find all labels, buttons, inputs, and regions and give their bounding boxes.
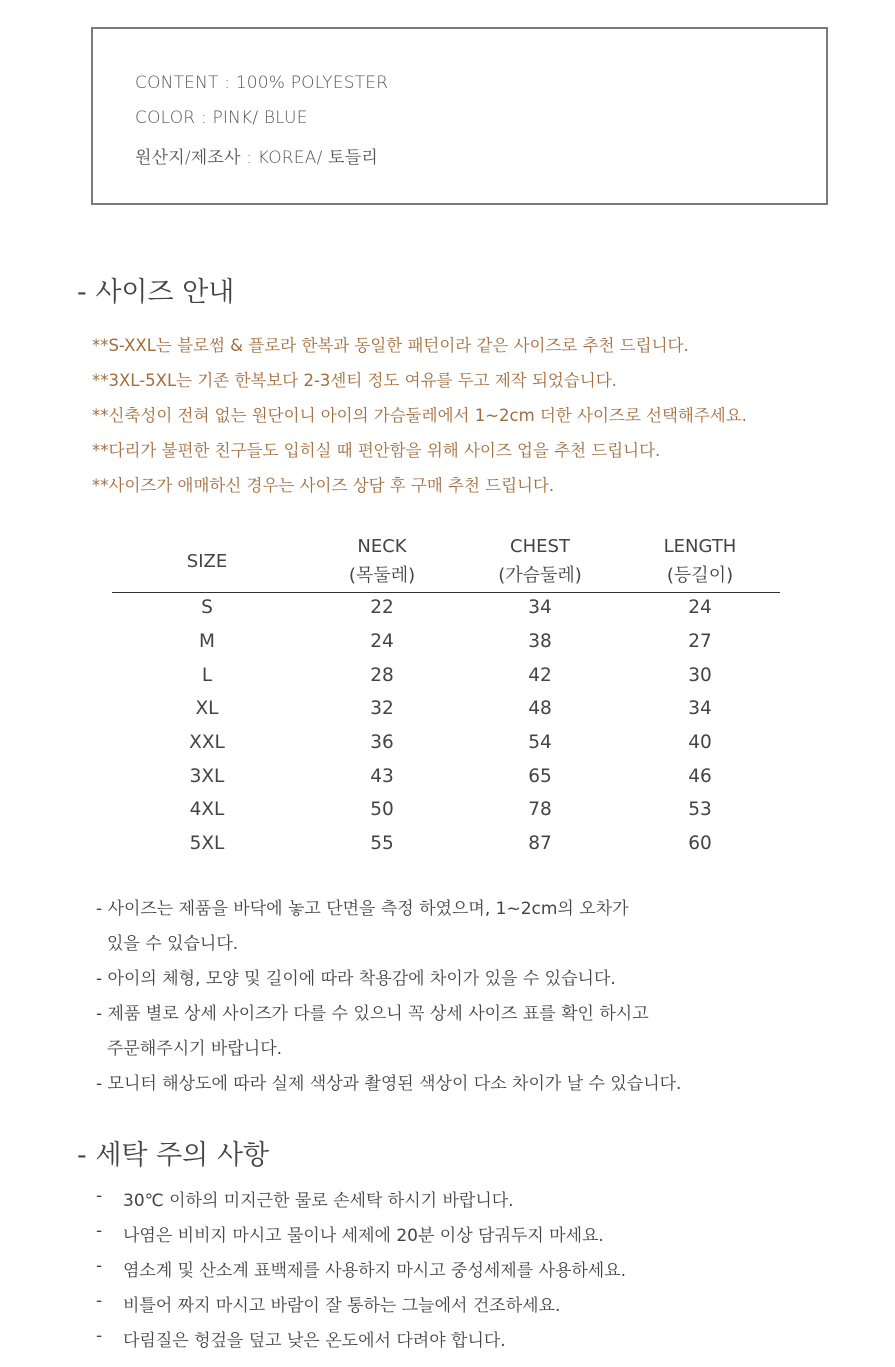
size-note: 있을 수 있습니다. [107,934,239,954]
cell-neck: 24 [370,631,394,652]
cell-length: 27 [688,631,712,652]
cell-size: XL [195,698,219,719]
care-instruction: 염소계 및 산소계 표백제를 사용하지 마시고 중성세제를 사용하세요. [123,1261,627,1281]
care-instruction: 비틀어 짜지 마시고 바람이 잘 통하는 그늘에서 건조하세요. [123,1296,561,1316]
cell-chest: 87 [528,833,552,854]
size-note: - 모니터 해상도에 따라 실제 색상과 촬영된 색상이 다소 차이가 날 수 있습니다. [96,1074,682,1094]
size-notice: **다리가 불편한 친구들도 입히실 때 편안함을 위해 사이즈 업을 추천 드립니다. [92,441,661,460]
size-guide-title: - 사이즈 안내 [77,277,235,308]
cell-length: 46 [688,766,712,787]
size-note: - 제품 별로 상세 사이즈가 다를 수 있으니 꼭 상세 사이즈 표를 확인 하시고 [96,1004,649,1024]
header-length [620,532,780,590]
cell-chest: 54 [528,732,552,753]
cell-neck: 28 [370,665,394,686]
table-header-divider [112,592,780,593]
header-neck-label: NECK [357,536,407,557]
color-info: COLOR : PINK/ BLUE [135,108,308,128]
cell-size: 3XL [189,766,225,787]
origin-info: 원산지/제조사 : KOREA/ 토들리 [135,148,378,168]
cell-length: 53 [688,799,712,820]
product-info-box [91,27,828,205]
header-neck [302,532,462,590]
list-dash: - [96,1186,103,1206]
washing-title: - 세탁 주의 사항 [77,1140,269,1171]
header-length-label: LENGTH [663,536,737,557]
cell-length: 30 [688,665,712,686]
size-notice: **3XL-5XL는 기존 한복보다 2-3센티 정도 여유를 두고 제작 되었습니다. [92,371,617,390]
cell-size: 5XL [189,833,225,854]
cell-length: 40 [688,732,712,753]
cell-chest: 42 [528,665,552,686]
size-notice: **신축성이 전혀 없는 원단이니 아이의 가슴둘레에서 1~2cm 더한 사이즈로 선택해주세요. [92,406,747,425]
header-neck-korean: (목둘레) [348,565,416,586]
cell-size: L [201,665,213,686]
cell-chest: 34 [528,597,552,618]
header-length-korean: (등길이) [666,565,734,586]
size-note: 주문해주시기 바랍니다. [107,1039,283,1059]
care-instruction: 30℃ 이하의 미지근한 물로 손세탁 하시기 바랍니다. [123,1191,514,1211]
cell-chest: 65 [528,766,552,787]
header-chest-label: CHEST [510,536,570,557]
cell-chest: 48 [528,698,552,719]
list-dash: - [96,1221,103,1241]
care-instruction: 나염은 비비지 마시고 물이나 세제에 20분 이상 담궈두지 마세요. [123,1226,604,1246]
size-notice: **S-XXL는 블로썸 & 플로라 한복과 동일한 패턴이라 같은 사이즈로 추천 드립니다. [92,336,689,355]
list-dash: - [96,1326,103,1346]
size-note: - 사이즈는 제품을 바닥에 놓고 단면을 측정 하였으며, 1~2cm의 오차가 [96,899,629,919]
content-info: CONTENT : 100% POLYESTER [135,73,389,93]
size-notice: **사이즈가 애매하신 경우는 사이즈 상담 후 구매 추천 드립니다. [92,476,555,495]
header-chest-korean: (가슴둘레) [498,565,582,586]
list-dash: - [96,1256,103,1276]
cell-chest: 78 [528,799,552,820]
care-instruction: 다림질은 헝겊을 덮고 낮은 온도에서 다려야 합니다. [123,1331,506,1351]
cell-size: XXL [189,732,225,753]
cell-length: 24 [688,597,712,618]
cell-neck: 36 [370,732,394,753]
cell-neck: 55 [370,833,394,854]
size-note: - 아이의 체형, 모양 및 길이에 따라 착용감에 차이가 있을 수 있습니다. [96,969,616,989]
cell-size: 4XL [189,799,225,820]
header-size: SIZE [186,551,228,572]
cell-neck: 32 [370,698,394,719]
cell-size: S [201,597,213,618]
cell-size: M [199,631,215,652]
cell-chest: 38 [528,631,552,652]
list-dash: - [96,1291,103,1311]
cell-length: 60 [688,833,712,854]
cell-length: 34 [688,698,712,719]
cell-neck: 50 [370,799,394,820]
cell-neck: 43 [370,766,394,787]
header-chest [455,532,625,590]
cell-neck: 22 [370,597,394,618]
